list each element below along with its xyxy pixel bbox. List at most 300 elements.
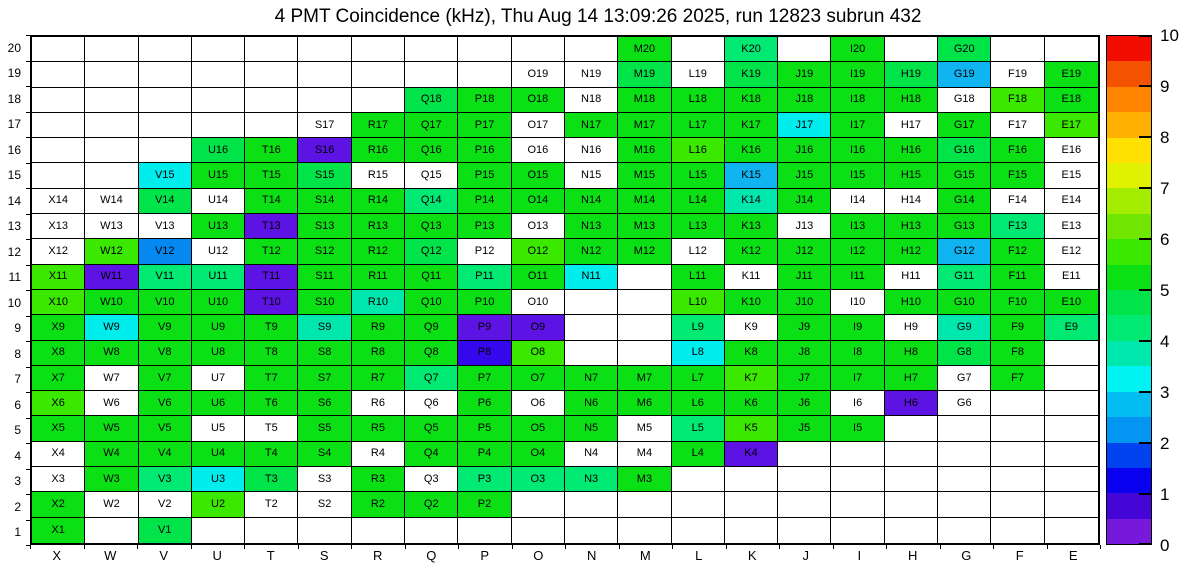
heatmap-cell: [725, 492, 778, 517]
heatmap-cell: [778, 62, 831, 87]
heatmap-cell: [725, 442, 778, 467]
cell-label: L8: [691, 346, 704, 359]
cell-label: R9: [370, 320, 385, 333]
cell-label: P15: [474, 169, 495, 182]
cell-label: G10: [953, 295, 975, 308]
x-axis-tick-label: E: [1068, 548, 1078, 563]
heatmap-cell: [885, 62, 938, 87]
heatmap-cell: [85, 366, 138, 391]
heatmap-cell: [831, 37, 884, 62]
heatmap-cell: [192, 290, 245, 315]
heatmap-cell: [32, 239, 85, 264]
heatmap-cell: [778, 214, 831, 239]
colorbar-band: [1107, 138, 1151, 163]
heatmap-cell: [192, 239, 245, 264]
heatmap-cell: [32, 88, 85, 113]
cell-label: H10: [900, 295, 922, 308]
cell-label: N18: [581, 93, 602, 106]
x-axis-tick-label: U: [212, 548, 222, 563]
cell-label: T11: [262, 270, 281, 283]
heatmap-cell: [139, 189, 192, 214]
heatmap-cell: [938, 138, 991, 163]
heatmap-cell: [405, 265, 458, 290]
heatmap-cell: [1045, 290, 1098, 315]
colorbar-band: [1107, 468, 1151, 493]
heatmap-cell: [32, 290, 85, 315]
heatmap-cell: [672, 290, 725, 315]
heatmap-cell: [298, 239, 351, 264]
heatmap-cell: [352, 416, 405, 441]
cell-label: U3: [211, 472, 226, 485]
heatmap-cell: [831, 391, 884, 416]
cell-label: J13: [795, 219, 814, 232]
cell-label: V13: [154, 219, 175, 232]
cell-label: X4: [51, 447, 65, 460]
cell-label: T6: [264, 396, 278, 409]
cell-label: N3: [584, 472, 599, 485]
cell-label: U15: [207, 169, 229, 182]
cell-label: V6: [158, 396, 172, 409]
heatmap-cell: [458, 88, 511, 113]
cell-label: Q17: [420, 118, 442, 131]
heatmap-cell: [32, 366, 85, 391]
heatmap-cell: [725, 62, 778, 87]
heatmap-cell: [298, 138, 351, 163]
cell-label: Q2: [423, 498, 439, 511]
x-axis-tick: [619, 545, 620, 549]
cell-label: N15: [581, 169, 602, 182]
cell-label: W4: [103, 447, 120, 460]
cell-label: L13: [688, 219, 707, 232]
cell-label: X12: [48, 245, 68, 258]
heatmap-cell: [458, 492, 511, 517]
cell-label: F17: [1008, 118, 1028, 131]
y-axis-tick-label: 3: [14, 474, 21, 489]
cell-label: H7: [903, 371, 918, 384]
heatmap-cell: [778, 391, 831, 416]
x-axis-tick: [137, 545, 138, 549]
heatmap-cell: [85, 391, 138, 416]
heatmap-cell: [512, 416, 565, 441]
cell-label: M18: [633, 93, 656, 106]
heatmap-cell: [938, 163, 991, 188]
heatmap-cell: [618, 88, 671, 113]
y-axis-tick: [26, 239, 30, 240]
heatmap-cell: [885, 492, 938, 517]
cell-label: H18: [900, 93, 922, 106]
colorbar-tick: [1139, 85, 1152, 87]
heatmap-cell: [672, 37, 725, 62]
heatmap-cell: [245, 518, 298, 543]
heatmap-cell: [885, 239, 938, 264]
cell-label: I11: [850, 270, 865, 283]
heatmap-cell: [139, 239, 192, 264]
heatmap-cell: [938, 442, 991, 467]
heatmap-cell: [672, 416, 725, 441]
cell-label: W9: [103, 320, 120, 333]
cell-label: N11: [581, 270, 601, 283]
heatmap-cell: [778, 163, 831, 188]
cell-label: T15: [261, 169, 281, 182]
colorbar-tick: [1139, 493, 1152, 495]
heatmap-cell: [618, 391, 671, 416]
heatmap-cell: [139, 37, 192, 62]
x-axis-tick-label: O: [533, 548, 544, 563]
heatmap-cell: [831, 163, 884, 188]
cell-label: M14: [633, 194, 656, 207]
heatmap-cell: [512, 62, 565, 87]
cell-label: H17: [900, 118, 922, 131]
x-axis-tick-label: H: [908, 548, 918, 563]
y-axis-tick: [26, 341, 30, 342]
cell-label: P4: [477, 447, 492, 460]
heatmap-cell: [192, 341, 245, 366]
cell-label: V9: [158, 320, 172, 333]
heatmap-cell: [991, 366, 1044, 391]
cell-label: F10: [1008, 295, 1028, 308]
heatmap-cell: [725, 163, 778, 188]
heatmap-cell: [831, 315, 884, 340]
heatmap-cell: [672, 391, 725, 416]
heatmap-cell: [725, 189, 778, 214]
cell-label: M6: [636, 396, 653, 409]
cell-label: J6: [798, 396, 811, 409]
cell-label: G20: [953, 42, 975, 55]
cell-label: K4: [744, 447, 758, 460]
heatmap-cell: [672, 518, 725, 543]
y-axis-tick-label: 17: [7, 117, 21, 132]
heatmap-cell: [352, 467, 405, 492]
heatmap-cell: [245, 37, 298, 62]
cell-label: F8: [1011, 346, 1024, 359]
heatmap-cell: [565, 214, 618, 239]
heatmap-cell: [85, 214, 138, 239]
cell-label: T9: [264, 320, 278, 333]
cell-label: L12: [688, 245, 707, 258]
heatmap-cell: [991, 341, 1044, 366]
heatmap-cell: [352, 341, 405, 366]
heatmap-cell: [991, 265, 1044, 290]
heatmap-cell: [352, 189, 405, 214]
heatmap-cell: [778, 138, 831, 163]
heatmap-cell: [885, 163, 938, 188]
heatmap-cell: [352, 290, 405, 315]
heatmap-cell: [778, 88, 831, 113]
cell-label: S6: [317, 396, 332, 409]
cell-label: S12: [314, 245, 335, 258]
heatmap-cell: [85, 492, 138, 517]
heatmap-cell: [405, 366, 458, 391]
x-axis-tick: [191, 545, 192, 549]
colorbar-tick-label: 10: [1160, 26, 1179, 45]
heatmap-cell: [831, 467, 884, 492]
cell-label: I17: [849, 118, 866, 131]
x-axis-tick: [940, 545, 941, 549]
cell-label: P2: [477, 498, 492, 511]
heatmap-cell: [778, 492, 831, 517]
heatmap-cell: [458, 138, 511, 163]
heatmap-cell: [885, 341, 938, 366]
cell-label: U8: [211, 346, 226, 359]
cell-label: W2: [103, 498, 120, 511]
heatmap-cell: [245, 492, 298, 517]
cell-label: I12: [849, 245, 866, 258]
heatmap-cell: [831, 239, 884, 264]
cell-label: O3: [530, 472, 546, 485]
x-axis-tick-label: V: [159, 548, 169, 563]
heatmap-cell: [458, 315, 511, 340]
heatmap-cell: [32, 138, 85, 163]
cell-label: R14: [367, 194, 389, 207]
colorbar-band: [1107, 214, 1151, 239]
x-axis-tick-label: I: [857, 548, 862, 563]
heatmap-cell: [565, 366, 618, 391]
cell-label: S16: [314, 143, 335, 156]
heatmap-cell: [1045, 416, 1098, 441]
cell-label: T8: [264, 346, 278, 359]
heatmap-cell: [618, 189, 671, 214]
heatmap-cell: [618, 492, 671, 517]
heatmap-cell: [672, 138, 725, 163]
cell-label: Q6: [423, 396, 439, 409]
heatmap-cell: [139, 265, 192, 290]
x-axis-tick-label: J: [802, 548, 809, 563]
cell-label: I13: [849, 219, 866, 232]
heatmap-cell: [512, 265, 565, 290]
y-axis-tick-label: 11: [8, 270, 21, 285]
cell-label: V14: [154, 194, 175, 207]
colorbar-band: [1107, 36, 1151, 61]
heatmap-cell: [1045, 265, 1098, 290]
cell-label: T10: [261, 295, 281, 308]
cell-label: I8: [853, 346, 863, 359]
cell-label: I6: [853, 396, 863, 409]
x-axis-tick: [84, 545, 85, 549]
cell-label: I19: [849, 67, 866, 80]
cell-label: G8: [956, 346, 972, 359]
y-axis-tick: [26, 392, 30, 393]
cell-label: U16: [207, 143, 229, 156]
cell-label: G6: [956, 396, 972, 409]
heatmap-cell: [458, 290, 511, 315]
cell-label: F9: [1011, 320, 1024, 333]
cell-label: P16: [474, 143, 495, 156]
cell-label: V12: [154, 245, 175, 258]
cell-label: L16: [688, 143, 707, 156]
heatmap-cell: [139, 62, 192, 87]
colorbar-band: [1107, 163, 1151, 188]
cell-label: K19: [741, 67, 761, 80]
heatmap-cell: [991, 163, 1044, 188]
heatmap-cell: [885, 189, 938, 214]
cell-label: J9: [798, 320, 811, 333]
chart-title: 4 PMT Coincidence (kHz), Thu Aug 14 13:09:26 2025, run 12823 subrun 432: [274, 6, 922, 27]
cell-label: E14: [1061, 194, 1082, 207]
cell-label: L4: [691, 447, 704, 460]
heatmap-cell: [831, 189, 884, 214]
y-axis-labels: [0, 35, 26, 545]
x-axis-tick: [351, 545, 352, 549]
cell-label: T3: [264, 472, 278, 485]
cell-label: U13: [207, 219, 229, 232]
heatmap-cell: [565, 62, 618, 87]
heatmap-cell: [991, 113, 1044, 138]
y-axis-tick-label: 9: [14, 321, 21, 336]
cell-label: O7: [530, 371, 546, 384]
cell-label: N5: [584, 422, 599, 435]
heatmap-grid: [30, 35, 1100, 545]
heatmap-cell: [85, 315, 138, 340]
heatmap-cell: [32, 341, 85, 366]
heatmap-cell: [618, 62, 671, 87]
heatmap-cell: [139, 442, 192, 467]
heatmap-cell: [1045, 189, 1098, 214]
cell-label: F19: [1008, 67, 1028, 80]
heatmap-cell: [405, 62, 458, 87]
x-axis-tick: [565, 545, 566, 549]
heatmap-cell: [458, 442, 511, 467]
cell-label: G16: [953, 143, 975, 156]
cell-label: Q5: [423, 422, 439, 435]
heatmap-cell: [618, 138, 671, 163]
heatmap-cell: [245, 88, 298, 113]
heatmap-cell: [352, 315, 405, 340]
heatmap-cell: [139, 315, 192, 340]
cell-label: L14: [688, 194, 707, 207]
cell-label: W6: [103, 396, 120, 409]
heatmap-cell: [565, 239, 618, 264]
heatmap-cell: [1045, 341, 1098, 366]
cell-label: K16: [741, 143, 761, 156]
cell-label: W8: [103, 346, 120, 359]
colorbar-tick: [1139, 35, 1152, 37]
heatmap-cell: [192, 88, 245, 113]
heatmap-cell: [32, 492, 85, 517]
cell-label: P11: [475, 270, 494, 283]
cell-label: K5: [744, 422, 758, 435]
cell-label: S10: [314, 295, 335, 308]
cell-label: K13: [741, 219, 761, 232]
y-axis-tick-label: 12: [7, 244, 21, 259]
heatmap-cell: [938, 239, 991, 264]
heatmap-cell: [618, 113, 671, 138]
heatmap-cell: [298, 214, 351, 239]
cell-label: T5: [264, 422, 278, 435]
heatmap-cell: [245, 366, 298, 391]
heatmap-cell: [405, 492, 458, 517]
heatmap-cell: [139, 341, 192, 366]
cell-label: I16: [849, 143, 866, 156]
heatmap-cell: [192, 62, 245, 87]
cell-label: R11: [368, 270, 388, 283]
cell-label: T2: [264, 498, 278, 511]
heatmap-cell: [139, 467, 192, 492]
cell-label: P5: [477, 422, 492, 435]
cell-label: K6: [744, 396, 758, 409]
cell-label: S13: [314, 219, 335, 232]
cell-label: S3: [317, 472, 332, 485]
cell-label: X2: [51, 498, 65, 511]
y-axis-tick-label: 6: [14, 397, 21, 412]
heatmap-cell: [831, 113, 884, 138]
cell-label: I18: [849, 93, 866, 106]
y-axis-tick: [26, 290, 30, 291]
heatmap-cell: [192, 492, 245, 517]
heatmap-cell: [245, 391, 298, 416]
y-axis-tick: [26, 163, 30, 164]
colorbar-band: [1107, 366, 1151, 391]
cell-label: F16: [1008, 143, 1028, 156]
heatmap-cell: [778, 467, 831, 492]
cell-label: X8: [51, 346, 65, 359]
heatmap-cell: [778, 315, 831, 340]
heatmap-cell: [831, 518, 884, 543]
heatmap-cell: [512, 37, 565, 62]
heatmap-cell: [512, 113, 565, 138]
heatmap-cell: [725, 113, 778, 138]
heatmap-cell: [938, 416, 991, 441]
heatmap-cell: [938, 315, 991, 340]
x-axis-tick: [1047, 545, 1048, 549]
heatmap-cell: [991, 290, 1044, 315]
heatmap-cell: [352, 442, 405, 467]
heatmap-cell: [139, 416, 192, 441]
cell-label: P13: [474, 219, 495, 232]
cell-label: Q12: [420, 245, 442, 258]
heatmap-cell: [458, 214, 511, 239]
heatmap-cell: [352, 88, 405, 113]
cell-label: W5: [103, 422, 120, 435]
heatmap-cell: [245, 290, 298, 315]
y-axis-tick-label: 5: [14, 423, 21, 438]
heatmap-cell: [725, 518, 778, 543]
cell-label: U11: [208, 270, 228, 283]
heatmap-cell: [991, 88, 1044, 113]
heatmap-cell: [512, 391, 565, 416]
heatmap-cell: [991, 467, 1044, 492]
cell-label: L11: [688, 270, 707, 283]
y-axis-tick-label: 20: [7, 40, 21, 55]
cell-label: X10: [48, 295, 68, 308]
heatmap-cell: [298, 442, 351, 467]
cell-label: X14: [48, 194, 68, 207]
heatmap-cell: [85, 189, 138, 214]
cell-label: H15: [900, 169, 922, 182]
colorbar-band: [1107, 392, 1151, 417]
heatmap-cell: [512, 315, 565, 340]
heatmap-cell: [565, 290, 618, 315]
cell-label: W13: [100, 219, 123, 232]
cell-label: L7: [691, 371, 704, 384]
heatmap-cell: [85, 88, 138, 113]
x-axis-tick-label: X: [52, 548, 62, 563]
cell-label: P14: [474, 194, 495, 207]
heatmap-cell: [725, 239, 778, 264]
heatmap-cell: [512, 189, 565, 214]
heatmap-cell: [512, 290, 565, 315]
heatmap-cell: [512, 88, 565, 113]
cell-label: I15: [849, 169, 866, 182]
heatmap-cell: [991, 518, 1044, 543]
heatmap-cell: [991, 315, 1044, 340]
heatmap-cell: [352, 265, 405, 290]
heatmap-cell: [512, 492, 565, 517]
heatmap-cell: [139, 518, 192, 543]
heatmap-cell: [672, 163, 725, 188]
cell-label: F14: [1008, 194, 1028, 207]
heatmap-cell: [192, 265, 245, 290]
cell-label: G9: [956, 320, 972, 333]
